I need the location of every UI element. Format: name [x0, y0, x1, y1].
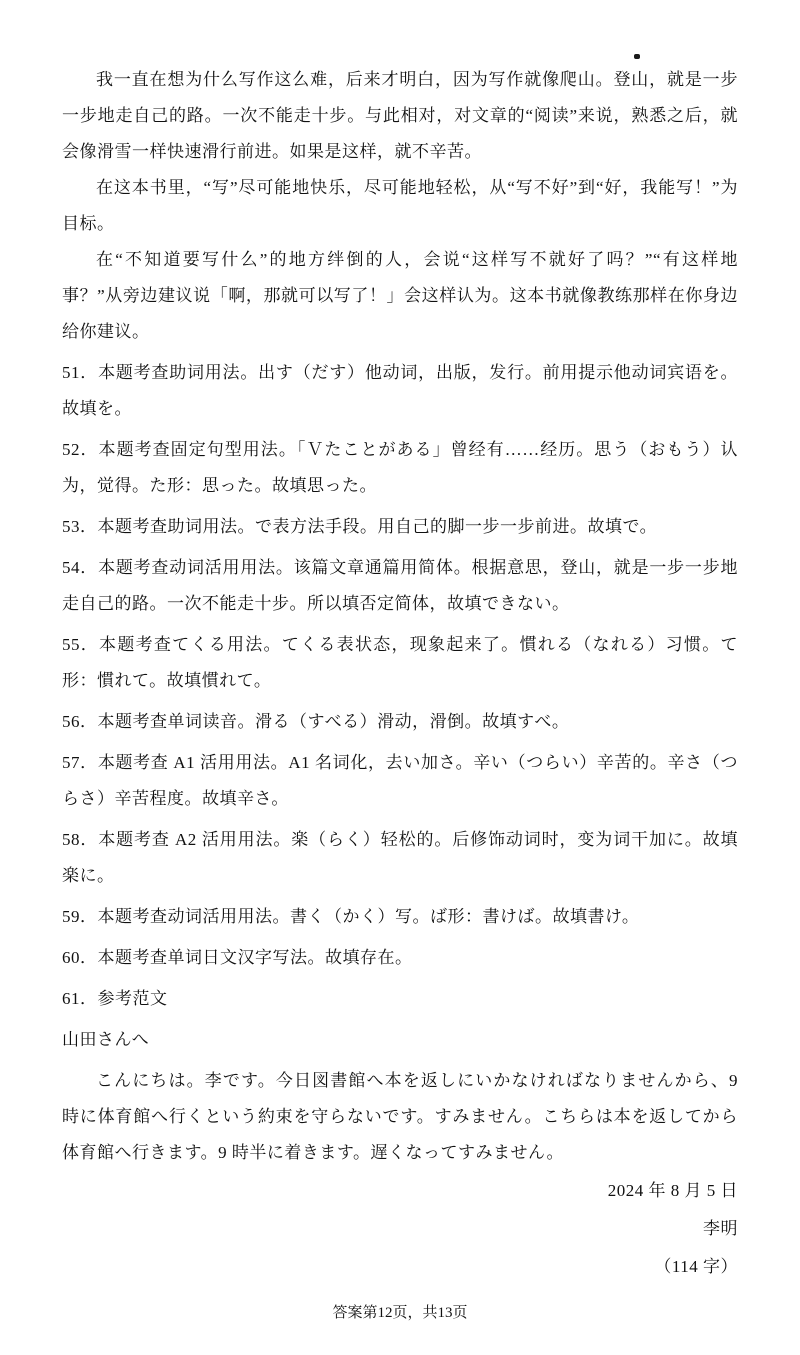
intro-paragraph-2: 在这本书里，“写”尽可能地快乐，尽可能地轻松，从“写不好”到“好，我能写！”为目标。 [62, 178, 738, 233]
intro-paragraph-1: 我一直在想为什么写作这么难，后来才明白，因为写作就像爬山。登山，就是一步一步地走自己的路。一次不能走十步。与此相对，对文章的“阅读”来说，熟悉之后，就会像滑雪一样快速滑行前进。如果是这样，就不辛苦。 [62, 70, 738, 161]
answer-item-55: 55．本题考查てくる用法。てくる表状态，现象起来了。慣れる（なれる）习惯。て形：慣れて。故填慣れて。 [62, 635, 738, 690]
answer-item-52: 52．本题考查固定句型用法。「Ｖたことがある」曾经有……经历。思う（おもう）认为，觉得。た形：思った。故填思った。 [62, 440, 738, 495]
page-footer: 答案第12页，共13页 [332, 1305, 468, 1321]
answer-item-51: 51．本题考查助词用法。出す（だす）他动词，出版，发行。前用提示他动词宾语を。故填を。 [62, 363, 738, 418]
essay-signature: 李明 [703, 1219, 738, 1238]
answer-item-58: 58．本题考查 A2 活用用法。楽（らく）轻松的。后修饰动词时，变为词干加に。故填楽に。 [62, 830, 738, 885]
essay-date: 2024 年 8 月 5 日 [607, 1181, 738, 1200]
answer-item-59: 59．本题考查动词活用用法。書く（かく）写。ば形：書けば。故填書け。 [62, 907, 640, 926]
scan-artifact [634, 54, 640, 59]
answer-item-56: 56．本题考查单词读音。滑る（すべる）滑动，滑倒。故填すべ。 [62, 712, 570, 731]
intro-paragraph-3: 在“不知道要写什么”的地方绊倒的人，会说“这样写不就好了吗？”“有这样地事？”从旁边建议说「啊，那就可以写了！」会这样认为。这本书就像教练那样在你身边给你建议。 [62, 250, 738, 341]
answer-item-61-heading: 61．参考范文 [62, 989, 168, 1008]
answer-item-54: 54．本题考查动词活用用法。该篇文章通篇用简体。根据意思，登山，就是一步一步地走自己的路。一次不能走十步。所以填否定简体，故填できない。 [62, 558, 738, 613]
answer-item-53: 53．本题考查助词用法。で表方法手段。用自己的脚一步一步前进。故填で。 [62, 517, 658, 536]
essay-body: こんにちは。李です。今日図書館へ本を返しにいかなければなりませんから、9 時に体育館へ行くという約束を守らないです。すみません。こちらは本を返してから体育館へ行きます。9 時半に着きます。遅くなってすみません。 [62, 1071, 738, 1162]
answer-item-57: 57．本题考查 A1 活用用法。A1 名词化，去い加さ。辛い（つらい）辛苦的。辛さ（つらさ）辛苦程度。故填辛さ。 [62, 753, 738, 808]
answer-item-60: 60．本题考查单词日文汉字写法。故填存在。 [62, 948, 413, 967]
essay-salutation: 山田さんへ [62, 1030, 150, 1049]
essay-char-count: （114 字） [654, 1257, 738, 1276]
